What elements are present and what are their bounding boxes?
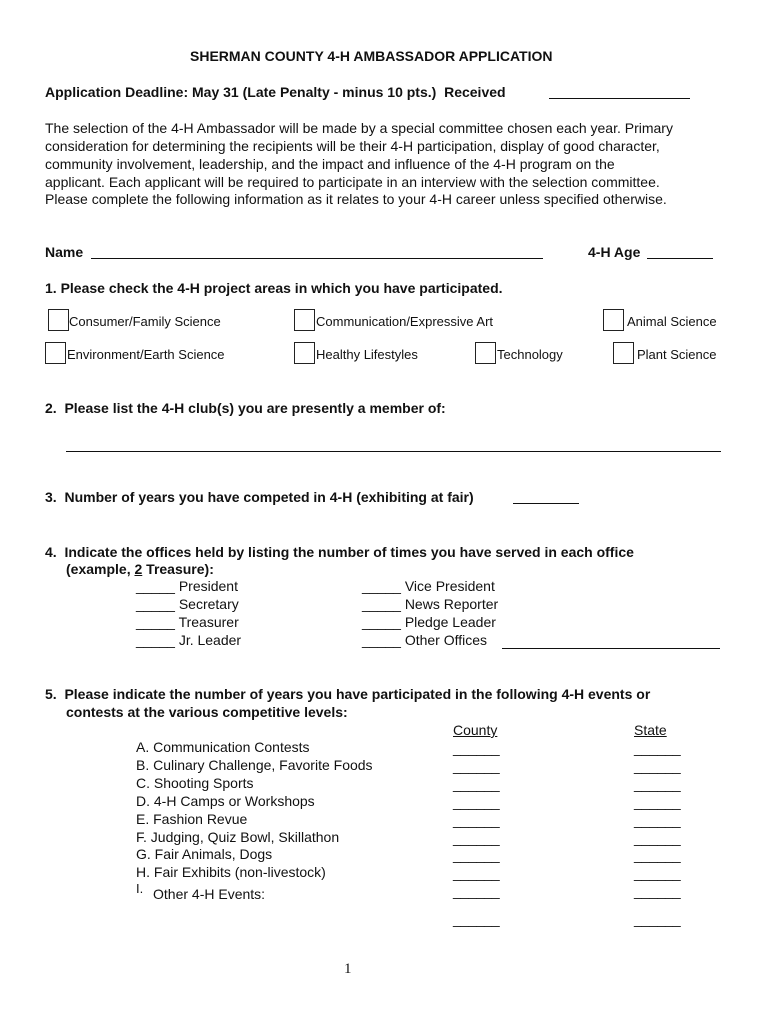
question-4-example [66,561,214,577]
label-plant-science: Plant Science [637,347,717,362]
office-vice-president[interactable]: _____ Vice President [362,578,495,594]
state-blank-a[interactable]: ______ [634,740,681,756]
page-title: SHERMAN COUNTY 4-H AMBASSADOR APPLICATION [190,48,553,64]
county-blank-h[interactable]: ______ [453,865,500,881]
intro-line-3: community involvement, leadership, and the impact and influence of the 4-H program on the [45,156,615,172]
label-healthy-lifestyles: Healthy Lifestyles [316,347,418,362]
event-i: Other 4-H Events: [153,886,266,902]
label-animal-science: Animal Science [627,314,717,329]
checkbox-plant-science[interactable] [613,342,634,364]
county-blank-a[interactable]: ______ [453,740,500,756]
state-blank-e[interactable]: ______ [634,812,681,828]
state-blank-b[interactable]: ______ [634,758,681,774]
label-technology: Technology [497,347,563,362]
checkbox-technology[interactable] [475,342,496,364]
state-blank-i[interactable]: ______ [634,883,681,899]
state-blank-c[interactable]: ______ [634,776,681,792]
office-president[interactable]: _____ President [136,578,238,594]
question-2: 2. Please list the 4-H club(s) you are presently a member of: [45,400,446,416]
received-field[interactable] [549,98,690,99]
county-blank-c[interactable]: ______ [453,776,500,792]
question-5: 5. Please indicate the number of years you have participated in the following 4-H events or [45,686,651,702]
age-label: 4-H Age [588,244,641,260]
label-environment-earth-science: Environment/Earth Science [67,347,225,362]
checkbox-environment-earth-science[interactable] [45,342,66,364]
question-3: 3. Number of years you have competed in 4-H (exhibiting at fair) [45,489,474,505]
office-treasurer[interactable]: _____ Treasurer [136,614,239,630]
county-blank-g[interactable]: ______ [453,847,500,863]
state-blank-f[interactable]: ______ [634,830,681,846]
state-blank-d[interactable]: ______ [634,794,681,810]
county-blank-d[interactable]: ______ [453,794,500,810]
intro-line-1: The selection of the 4-H Ambassador will be made by a special committee chosen each year. Primary [45,120,673,136]
state-blank-h[interactable]: ______ [634,865,681,881]
name-label: Name [45,244,84,260]
example-number: 2 [134,561,143,577]
example-suffix: Treasure): [142,561,214,577]
event-f: F. Judging, Quiz Bowl, Skillathon [136,829,340,845]
event-c: C. Shooting Sports [136,775,254,791]
event-i-letter: I. [136,881,144,896]
example-prefix: (example, [66,561,135,577]
office-pledge-leader[interactable]: _____ Pledge Leader [362,614,496,630]
office-other-offices[interactable]: _____ Other Offices [362,632,488,648]
checkbox-healthy-lifestyles[interactable] [294,342,315,364]
years-competed-field[interactable] [513,503,579,504]
checkbox-consumer-family-science[interactable] [48,309,69,331]
question-4: 4. Indicate the offices held by listing the number of times you have served in each office [45,544,634,560]
county-blank-i[interactable]: ______ [453,883,500,899]
county-blank-e[interactable]: ______ [453,812,500,828]
age-field[interactable] [647,258,713,259]
office-secretary[interactable]: _____ Secretary [136,596,239,612]
office-jr-leader[interactable]: _____ Jr. Leader [136,632,242,648]
state-blank-extra[interactable]: ______ [634,911,681,927]
other-offices-field[interactable] [502,648,720,649]
event-g: G. Fair Animals, Dogs [136,846,273,862]
office-news-reporter[interactable]: _____ News Reporter [362,596,499,612]
intro-line-5: Please complete the following information as it relates to your 4-H career unless specified otherwise. [45,191,667,207]
event-h: H. Fair Exhibits (non-livestock) [136,864,326,880]
label-consumer-family-science: Consumer/Family Science [69,314,221,329]
label-communication-expressive-art: Communication/Expressive Art [316,314,494,329]
question-1: 1. Please check the 4-H project areas in which you have participated. [45,280,503,296]
column-state: State [634,722,667,738]
event-a: A. Communication Contests [136,739,310,755]
county-blank-extra[interactable]: ______ [453,911,500,927]
checkbox-communication-expressive-art[interactable] [294,309,315,331]
question-5-cont: contests at the various competitive levels: [66,704,348,720]
intro-line-4: applicant. Each applicant will be required to participate in an interview with the selection committee. [45,174,660,190]
club-list-field[interactable] [66,451,721,452]
county-blank-f[interactable]: ______ [453,830,500,846]
deadline-text: Application Deadline: May 31 (Late Penalty - minus 10 pts.) Received [45,84,506,100]
page-number: 1 [344,961,352,977]
event-b: B. Culinary Challenge, Favorite Foods [136,757,373,773]
event-e: E. Fashion Revue [136,811,248,827]
county-blank-b[interactable]: ______ [453,758,500,774]
name-field[interactable] [91,258,543,259]
event-d: D. 4-H Camps or Workshops [136,793,315,809]
checkbox-animal-science[interactable] [603,309,624,331]
state-blank-g[interactable]: ______ [634,847,681,863]
column-county: County [453,722,498,738]
intro-line-2: consideration for determining the recipients will be their 4-H participation, display of good character, [45,138,660,154]
